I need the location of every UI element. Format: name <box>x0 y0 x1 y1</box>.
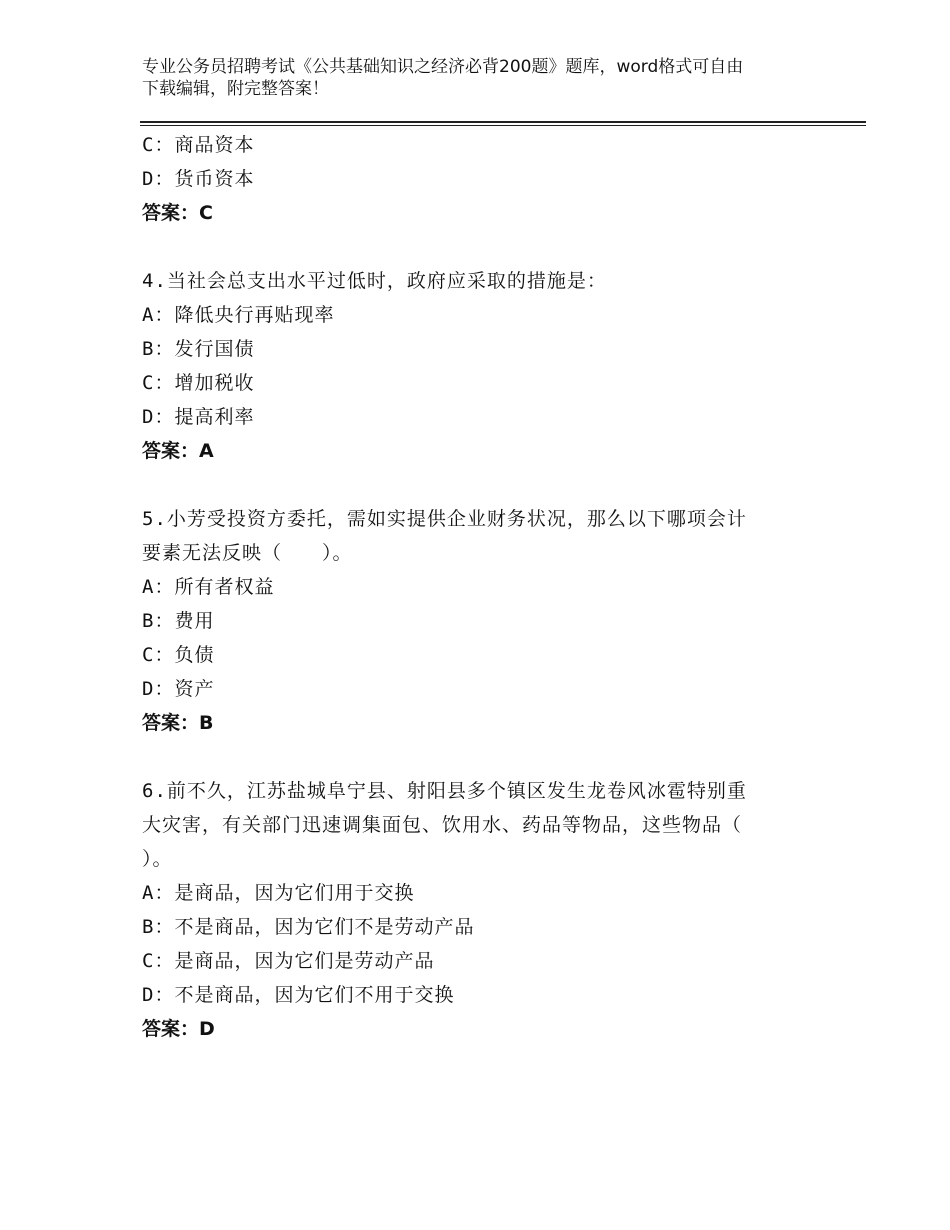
question-3 <box>142 128 812 230</box>
q4-stem: 4.当社会总支出水平过低时，政府应采取的措施是： <box>142 270 607 292</box>
question-5 <box>142 502 812 740</box>
q4-answer: 答案：A <box>142 440 214 462</box>
q4-option-d: D：提高利率 <box>142 406 255 428</box>
q5-stem-line-2: 要素无法反映（ ）。 <box>142 542 353 564</box>
q6-stem-line-3: ）。 <box>142 848 173 870</box>
q5-answer: 答案：B <box>142 712 214 734</box>
header-line-1: 专业公务员招聘考试《公共基础知识之经济必背200题》题库，word格式可自由 <box>142 57 744 77</box>
question-6 <box>142 774 812 1046</box>
q6-stem-line-2: 大灾害，有关部门迅速调集面包、饮用水、药品等物品，这些物品（ <box>142 814 743 836</box>
spacer <box>142 740 812 774</box>
q5-stem-line-1: 5.小芳受投资方委托，需如实提供企业财务状况，那么以下哪项会计 <box>142 508 747 530</box>
q6-option-d: D：不是商品，因为它们不用于交换 <box>142 984 455 1006</box>
spacer <box>142 468 812 502</box>
q5-option-c: C：负债 <box>142 644 215 666</box>
header-divider-thick <box>140 121 866 123</box>
header-line-2: 下载编辑，附完整答案！ <box>142 79 329 99</box>
q6-option-c: C：是商品，因为它们是劳动产品 <box>142 950 435 972</box>
q5-option-a: A：所有者权益 <box>142 576 275 598</box>
q4-option-c: C：增加税收 <box>142 372 255 394</box>
question-content <box>142 128 812 1046</box>
q3-option-c: C：商品资本 <box>142 134 255 156</box>
question-4 <box>142 264 812 468</box>
q4-option-b: B：发行国债 <box>142 338 255 360</box>
header-divider-thin <box>140 125 866 126</box>
q6-option-b: B：不是商品，因为它们不是劳动产品 <box>142 916 475 938</box>
q6-answer: 答案：D <box>142 1018 215 1040</box>
q6-option-a: A：是商品，因为它们用于交换 <box>142 882 415 904</box>
q3-answer: 答案：C <box>142 202 213 224</box>
spacer <box>142 230 812 264</box>
q4-option-a: A：降低央行再贴现率 <box>142 304 335 326</box>
q5-option-d: D：资产 <box>142 678 215 700</box>
q3-option-d: D：货币资本 <box>142 168 255 190</box>
page-header <box>142 56 822 100</box>
q5-option-b: B：费用 <box>142 610 215 632</box>
q6-stem-line-1: 6.前不久，江苏盐城阜宁县、射阳县多个镇区发生龙卷风冰雹特别重 <box>142 780 747 802</box>
